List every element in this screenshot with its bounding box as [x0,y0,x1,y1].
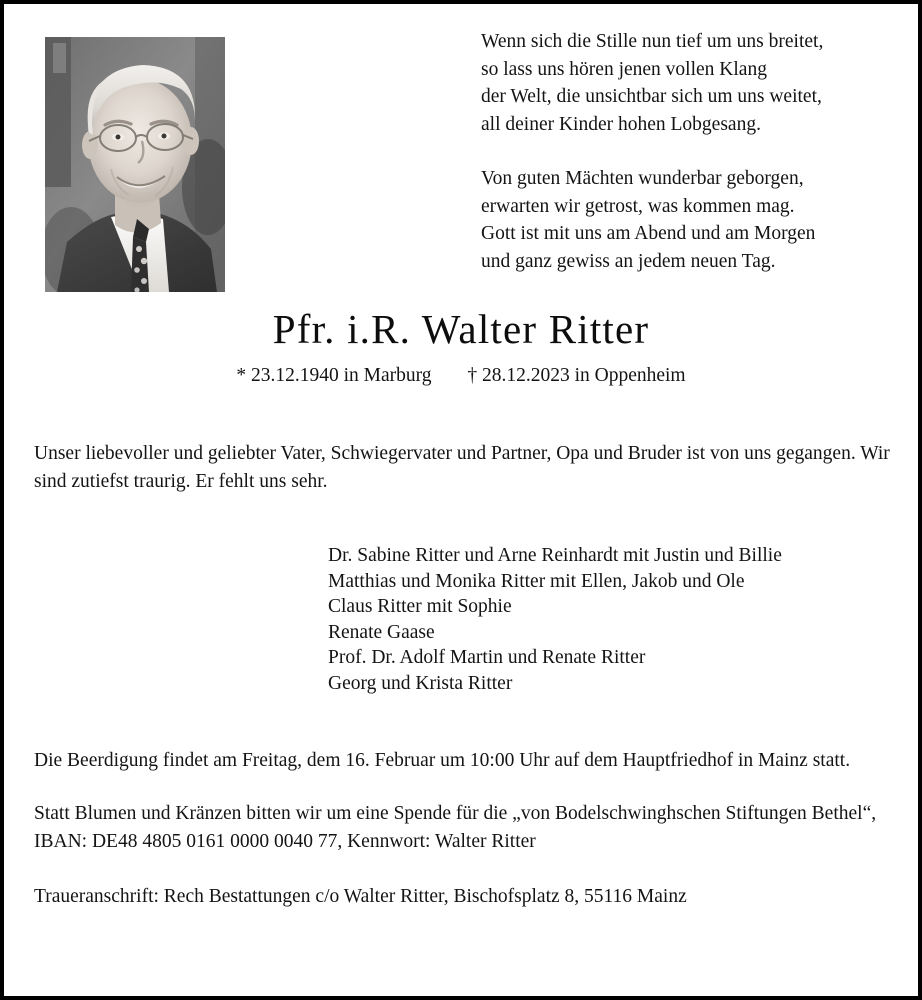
funeral-details: Die Beerdigung findet am Freitag, dem 16. Februar um 10:00 Uhr auf dem Hauptfriedhof in Mainz statt. [34,750,851,771]
family-list-item: Prof. Dr. Adolf Martin und Renate Ritter [328,647,646,668]
death-cross-icon: † [467,365,478,386]
portrait-photo-image [45,37,225,292]
death-details: 28.12.2023 in Oppenheim [481,365,686,386]
family-list-item: Georg und Krista Ritter [328,672,513,694]
portrait-photo [45,37,225,292]
family-list [328,543,898,696]
poem-line: erwarten wir getrost, was kommen mag. [481,195,795,217]
donation-request: Statt Blumen und Kränzen bitten wir um eine Spende für die „von Bodelschwinghschen Stiftungen Bethel“, IBAN: DE48 4805 0161 0000 0040 77, Kennwort: Walter Ritter [34,803,877,852]
name-block [4,304,918,389]
header-section [4,4,918,294]
poem-line: Gott ist mit uns am Abend und am Morgen [481,223,816,244]
paragraph-spacer [34,856,906,883]
poem-line: Von guten Mächten wunderbar geborgen, [481,168,804,189]
poem-line: der Welt, die unsichtbar sich um uns weitet, [481,86,822,107]
poem-stanza-1 [481,28,901,138]
condolence-address: Traueranschrift: Rech Bestattungen c/o Walter Ritter, Bischofsplatz 8, 55116 Mainz [34,886,687,907]
family-list-item: Matthias und Monika Ritter mit Ellen, Jakob und Ole [328,570,745,592]
poem-line: all deiner Kinder hohen Lobgesang. [481,113,761,135]
notice-inner [4,4,918,996]
birth-details: 23.12.1940 in Marburg [251,365,432,386]
family-list-item: Renate Gaase [328,621,435,643]
deceased-name: Pfr. i.R. Walter Ritter [272,306,650,352]
poem-text [481,28,901,275]
mourning-message [34,440,902,496]
mourning-message-text: Unser liebevoller und geliebter Vater, Schwiegervater und Partner, Opa und Bruder ist von uns gegangen. Wir sind zutiefst traurig. Er fehlt uns sehr. [34,443,890,492]
paragraph-spacer [34,775,906,800]
birth-symbol-icon: * [236,365,247,386]
closing-information [34,747,906,911]
life-dates [4,363,918,389]
poem-line: so lass uns hören jenen vollen Klang [481,58,767,80]
family-list-item: Dr. Sabine Ritter und Arne Reinhardt mit Justin und Billie [328,545,782,566]
family-list-item: Claus Ritter mit Sophie [328,596,512,617]
poem-line: und ganz gewiss an jedem neuen Tag. [481,250,776,272]
poem-stanza-2 [481,165,901,275]
poem-line: Wenn sich die Stille nun tief um uns breitet, [481,31,824,52]
